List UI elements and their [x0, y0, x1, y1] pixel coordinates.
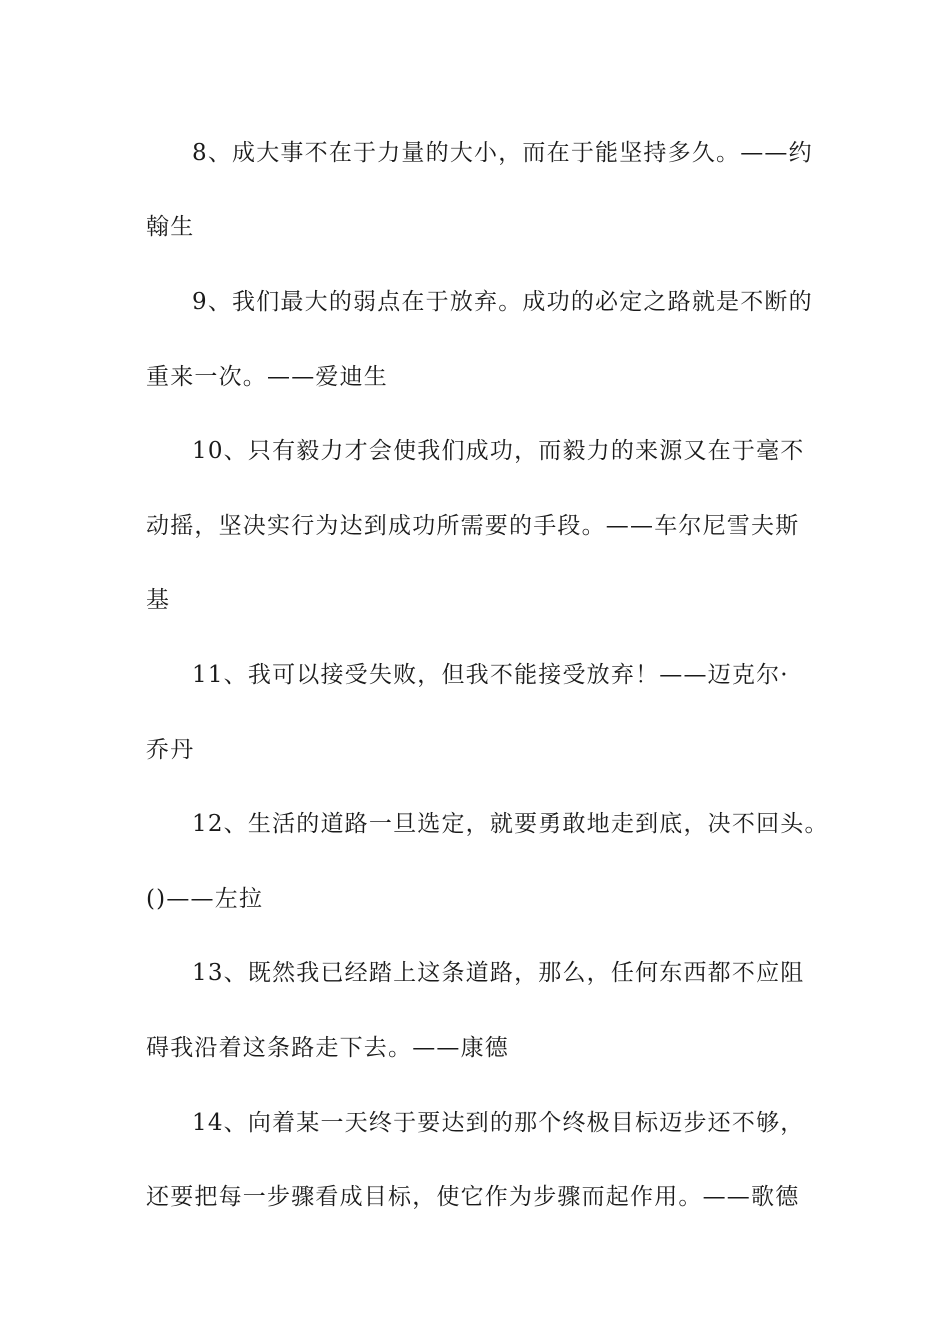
- quote-12-line-1: 12、生活的道路一旦选定，就要勇敢地走到底，决不回头。: [192, 811, 829, 837]
- quote-11-line-1: 11、我可以接受失败，但我不能接受放弃！——迈克尔·: [192, 662, 789, 688]
- quote-9-line-2: 重来一次。——爱迪生: [146, 364, 388, 390]
- quote-9-line-1: 9、我们最大的弱点在于放弃。成功的必定之路就是不断的: [192, 289, 813, 315]
- quote-10-line-2: 动摇，坚决实行为达到成功所需要的手段。——车尔尼雪夫斯: [146, 513, 800, 539]
- quote-10-line-1: 10、只有毅力才会使我们成功，而毅力的来源又在于毫不: [192, 438, 805, 464]
- quote-13-line-2: 碍我沿着这条路走下去。——康德: [146, 1035, 509, 1061]
- quote-14-line-1: 14、向着某一天终于要达到的那个终极目标迈步还不够，: [192, 1110, 805, 1136]
- quote-8-line-2: 翰生: [146, 214, 195, 240]
- quote-11-line-2: 乔丹: [146, 737, 195, 763]
- quote-14-line-2: 还要把每一步骤看成目标，使它作为步骤而起作用。——歌德: [146, 1184, 800, 1210]
- quote-12-line-2: ()——左拉: [146, 886, 264, 912]
- quote-8-line-1: 8、成大事不在于力量的大小，而在于能坚持多久。——约: [192, 140, 813, 166]
- quote-10-line-3: 基: [146, 587, 171, 613]
- quote-13-line-1: 13、既然我已经踏上这条道路，那么，任何东西都不应阻: [192, 960, 805, 986]
